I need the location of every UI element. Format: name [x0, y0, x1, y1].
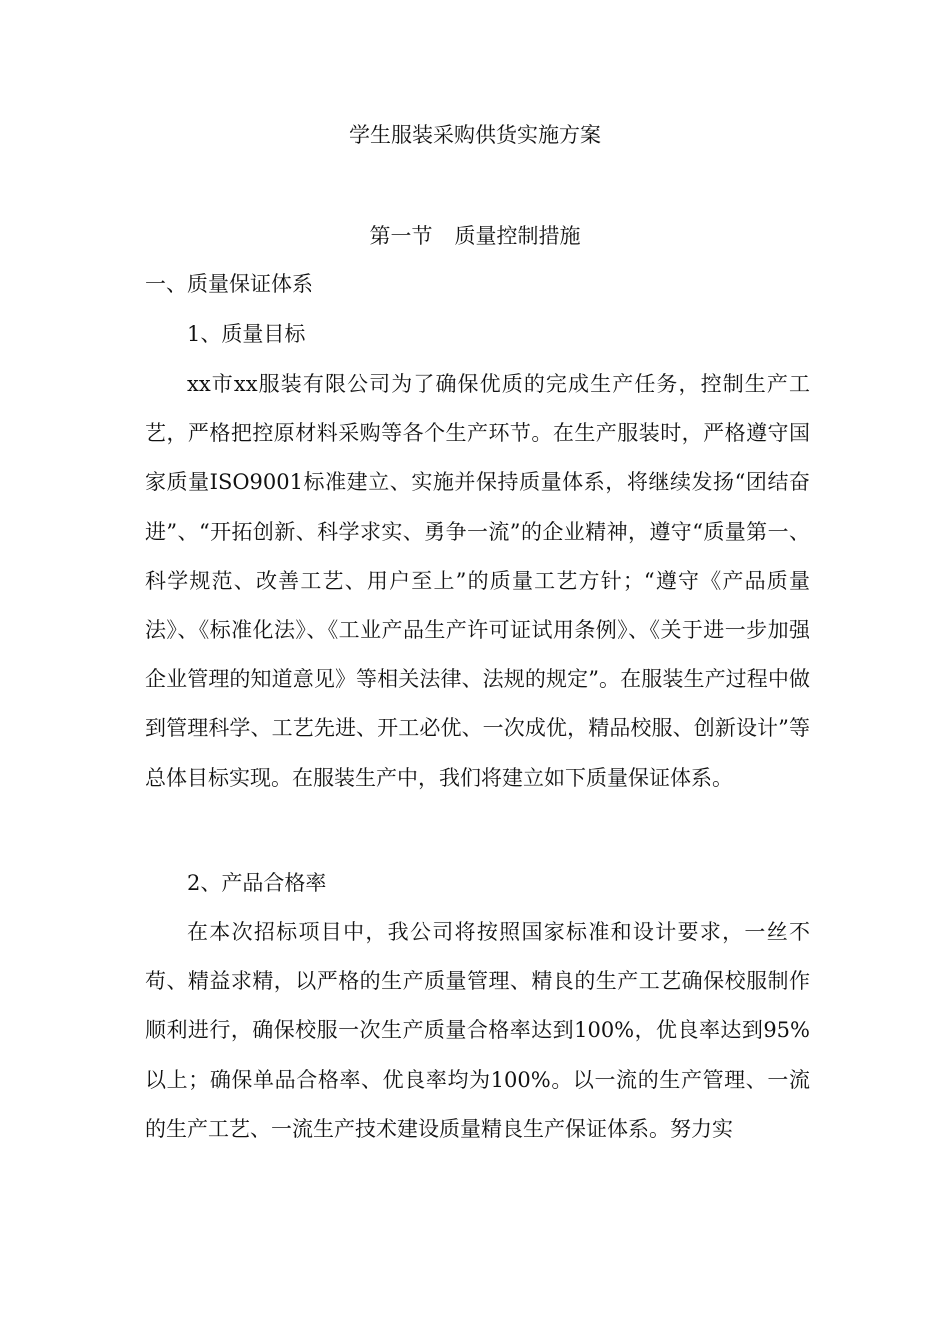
- paragraph-pass-rate: 在本次招标项目中，我公司将按照国家标准和设计要求，一丝不苟、精益求精，以严格的生产质量管理、精良的生产工艺确保校服制作顺利进行，确保校服一次生产质量合格率达到100%，优良率达到95%以上；确保单品合格率、优良率均为100%。以一流的生产管理、一流的生产工艺、一流生产技术建设质量精良生产保证体系。努力实: [145, 920, 810, 1141]
- paragraph-quality-goal: xx市xx服装有限公司为了确保优质的完成生产任务，控制生产工艺，严格把控原材料采购等各个生产环节。在生产服装时，严格遵守国家质量ISO9001标准建立、实施并保持质量体系，将继续发扬“团结奋进”、“开拓创新、科学求实、勇争一流”的企业精神，遵守“质量第一、科学规范、改善工艺、用户至上”的质量工艺方针；“遵守《产品质量法》、《标准化法》、《工业产品生产许可证试用条例》、《关于进一步加强企业管理的知道意见》等相关法律、法规的规定”。在服装生产过程中做到管理科学、工艺先进、开工必优、一次成优，精品校服、创新设计”等总体目标实现。在服装生产中，我们将建立如下质量保证体系。: [145, 372, 810, 790]
- subheading-pass-rate: 2、产品合格率: [187, 871, 327, 895]
- heading-quality-assurance-system: 一、质量保证体系: [145, 272, 313, 296]
- document-title: 学生服装采购供货实施方案: [349, 123, 601, 147]
- section-title: [0, 220, 950, 252]
- subheading-quality-goal: 1、质量目标: [187, 322, 306, 346]
- section-prefix: 第一节: [369, 224, 433, 248]
- section-name: 质量控制措施: [454, 224, 581, 248]
